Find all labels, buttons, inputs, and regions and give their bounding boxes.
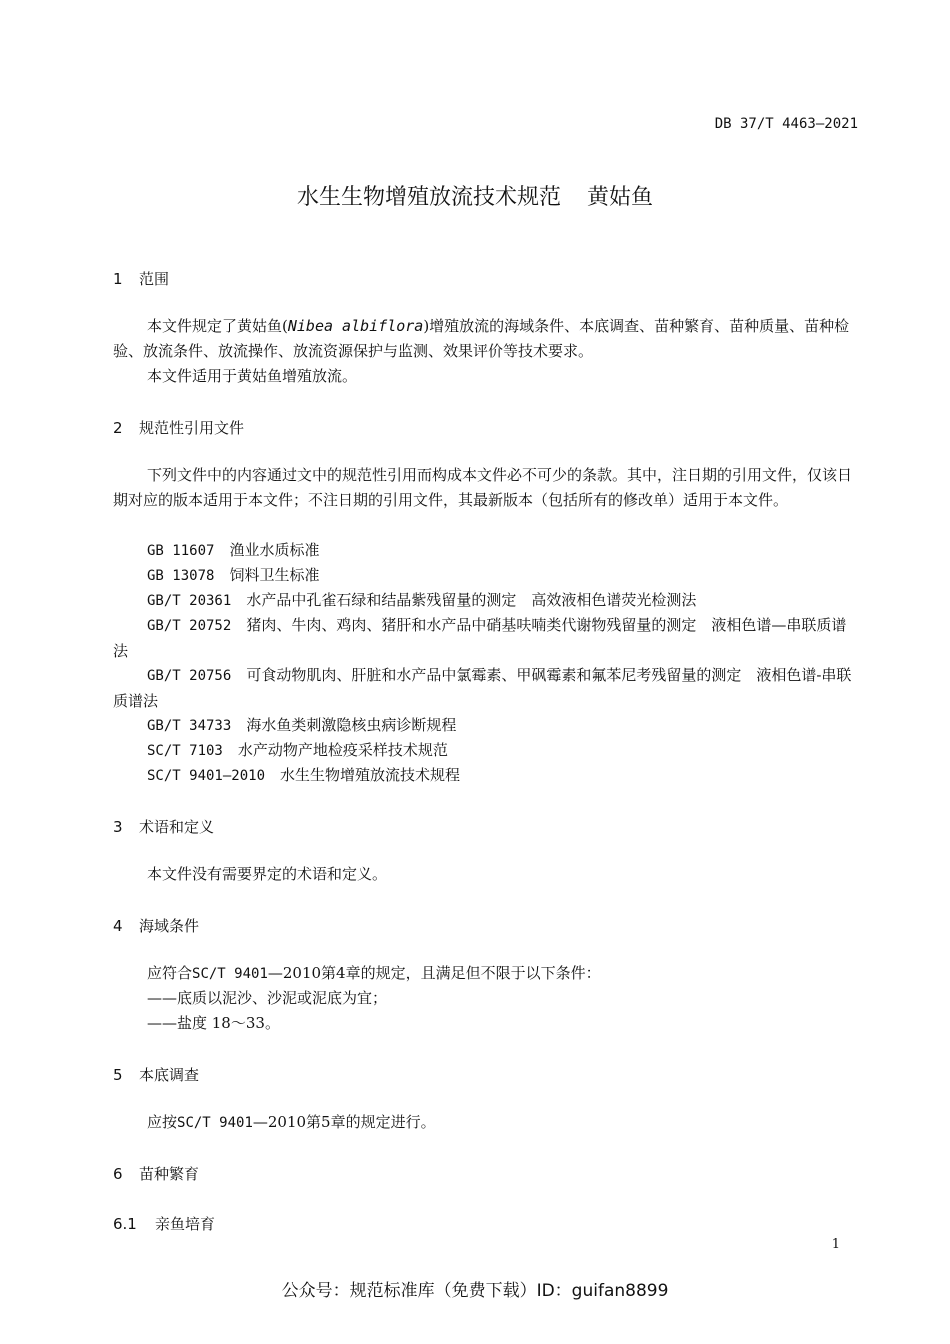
reference-title: 猪肉、牛肉、鸡肉、猪肝和水产品中硝基呋喃类代谢物残留量的测定 液相色谱—串联质谱法 [113, 616, 847, 660]
reference-code: GB 11607 [147, 543, 215, 559]
page-number: 1 [831, 1237, 840, 1252]
title-sub: 黄姑鱼 [587, 185, 654, 210]
reference-item [147, 563, 319, 589]
reference-title: 可食动物肌肉、肝脏和水产品中氯霉素、甲砜霉素和氟苯尼考残留量的测定 液相色谱-串联质谱法 [113, 666, 852, 710]
reference-title: 饲料卫生标准 [229, 566, 320, 584]
reference-code: SC/T 9401—2010 [147, 768, 266, 784]
list-item: ——盐度 18～33。 [147, 1014, 280, 1032]
section-number: 5 [113, 1066, 123, 1084]
subsection-6-1-heading [113, 1213, 215, 1234]
reference-item [147, 738, 448, 764]
document-title [0, 180, 950, 211]
reference-code: GB/T 20756 [147, 668, 232, 684]
section-2-paragraph-1: 下列文件中的内容通过文中的规范性引用而构成本文件必不可少的条款。其中，注日期的引用文件，仅该日期对应的版本适用于本文件；不注日期的引用文件，其最新版本（包括所有的修改单）适用于本文件。 [113, 466, 853, 509]
reference-code: GB/T 34733 [147, 718, 232, 734]
section-6-heading [113, 1163, 199, 1184]
section-title: 规范性引用文件 [139, 419, 245, 437]
footer-watermark: 公众号：规范标准库（免费下载）ID：guifan8899 [281, 1281, 669, 1301]
text: 应符合 [147, 964, 193, 982]
text: 应按 [147, 1113, 178, 1131]
text: —2010第5章的规定进行。 [252, 1113, 436, 1131]
section-2-heading [113, 417, 244, 438]
reference-item [113, 663, 860, 714]
text: 本文件规定了黄姑鱼( [147, 317, 288, 335]
reference-title: 水产动物产地检疫采样技术规范 [237, 741, 448, 759]
reference-title: 水生生物增殖放流技术规程 [280, 766, 461, 784]
subsection-number: 6.1 [113, 1215, 137, 1233]
reference-item [113, 613, 860, 664]
section-4-paragraph-1 [113, 961, 860, 987]
section-1-paragraph-2: 本文件适用于黄姑鱼增殖放流。 [147, 367, 358, 385]
text: )增殖放流的海域条件、本底调查、苗种繁育、苗种质量、苗种检验、放流条件、放流操作、放流资源保护与监测、效果评价等技术要求。 [113, 317, 850, 360]
reference-item [147, 538, 319, 564]
reference-code: SC/T 9401 [192, 966, 268, 982]
reference-item [147, 763, 460, 789]
reference-code: GB/T 20361 [147, 593, 232, 609]
reference-code: SC/T 7103 [147, 743, 223, 759]
list-item: ——底质以泥沙、沙泥或泥底为宜； [147, 989, 388, 1007]
section-1-paragraph-1 [113, 314, 860, 364]
reference-item [147, 713, 456, 739]
reference-code: GB/T 20752 [147, 618, 232, 634]
section-3-heading [113, 816, 214, 837]
section-3-paragraph-1: 本文件没有需要界定的术语和定义。 [147, 865, 388, 883]
title-main: 水生生物增殖放流技术规范 [296, 185, 561, 210]
section-title: 海域条件 [139, 917, 200, 935]
section-number: 2 [113, 419, 123, 437]
reference-title: 渔业水质标准 [229, 541, 320, 559]
section-1-heading [113, 268, 169, 289]
reference-title: 海水鱼类刺激隐核虫病诊断规程 [246, 716, 457, 734]
section-4-heading [113, 915, 199, 936]
section-5-paragraph-1 [113, 1110, 860, 1136]
reference-code: SC/T 9401 [177, 1115, 253, 1131]
section-number: 4 [113, 917, 123, 935]
document-code: DB 37/T 4463—2021 [714, 116, 858, 132]
latin-name: Nibea albiflora [287, 317, 424, 335]
section-title: 本底调查 [139, 1066, 200, 1084]
section-title: 苗种繁育 [139, 1165, 200, 1183]
section-number: 6 [113, 1165, 123, 1183]
subsection-title: 亲鱼培育 [155, 1215, 216, 1233]
section-title: 术语和定义 [139, 818, 215, 836]
section-number: 3 [113, 818, 123, 836]
reference-title: 水产品中孔雀石绿和结晶紫残留量的测定 高效液相色谱荧光检测法 [246, 591, 697, 609]
text: —2010第4章的规定，且满足但不限于以下条件： [267, 964, 601, 982]
reference-item [147, 588, 696, 614]
section-title: 范围 [139, 270, 170, 288]
section-number: 1 [113, 270, 123, 288]
section-5-heading [113, 1064, 199, 1085]
reference-code: GB 13078 [147, 568, 215, 584]
